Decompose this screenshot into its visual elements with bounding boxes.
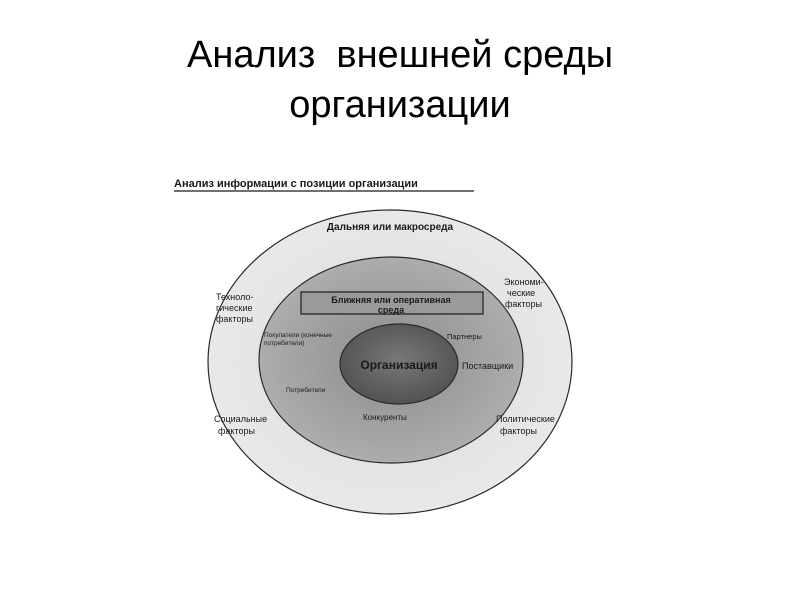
- buyers-label-line-1: Покупатели (конечные: [264, 332, 332, 339]
- political-factors-label-line-1: Политические: [496, 414, 555, 424]
- organization-label: Организация: [360, 358, 438, 372]
- partners-label: Партнеры: [447, 332, 482, 341]
- econ-factors-label-line-1: Экономи-: [504, 277, 544, 287]
- diagram-header: Анализ информации с позиции организации: [174, 178, 418, 190]
- social-factors-label-line-1: Социальные: [214, 414, 268, 424]
- slide-title-line-1: Анализ внешней среды: [186, 34, 613, 76]
- buyers-label-line-2: потребители): [264, 340, 305, 347]
- micro-environment-label-line-1: Ближняя или оперативная: [331, 295, 451, 305]
- consumers-label: Потребители: [286, 387, 326, 394]
- suppliers-label: Поставщики: [462, 361, 514, 371]
- slide-title-line-2: организации: [289, 84, 511, 126]
- tech-factors-label-line-3: факторы: [216, 314, 253, 324]
- econ-factors-label-line-3: факторы: [505, 299, 542, 309]
- social-factors-label-line-2: факторы: [218, 426, 255, 436]
- econ-factors-label-line-2: ческие: [507, 288, 536, 298]
- micro-environment-label-line-2: среда: [377, 305, 405, 315]
- competitors-label: Конкуренты: [363, 413, 407, 422]
- macro-environment-label: Дальняя или макросреда: [326, 222, 454, 233]
- political-factors-label-line-2: факторы: [500, 426, 537, 436]
- tech-factors-label-line-2: гические: [216, 303, 253, 313]
- tech-factors-label-line-1: Техноло-: [216, 292, 254, 302]
